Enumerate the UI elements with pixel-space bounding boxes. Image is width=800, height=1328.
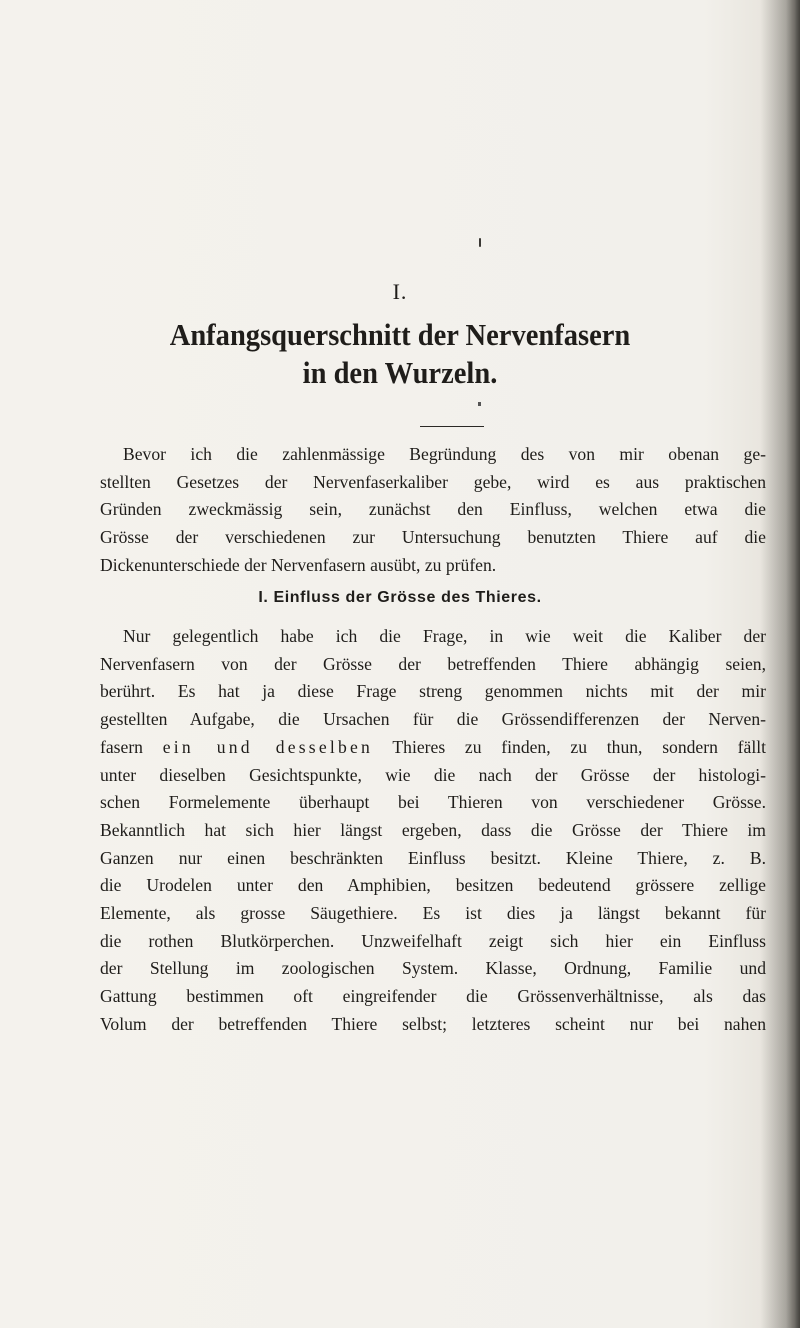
chapter-title-line-1: Anfangsquerschnitt der Nervenfasern xyxy=(169,317,631,352)
text-line: Gattung bestimmen oft eingreifender die Grössenverhältnisse, als das xyxy=(100,986,766,1007)
text-line: stellten Gesetzes der Nervenfaserkaliber gebe, wird es aus praktischen xyxy=(100,471,766,492)
text-line: schen Formelemente überhaupt bei Thieren von verschiedener Grösse. xyxy=(100,792,766,813)
text-fragment: Thieres zu finden, zu thun, sondern fällt xyxy=(392,736,766,757)
print-mark xyxy=(479,238,481,247)
text-line: unter dieselben Gesichtspunkte, wie die nach der Grösse der histologi- xyxy=(100,764,766,785)
text-line: Gründen zweckmässig sein, zunächst den Einfluss, welchen etwa die xyxy=(100,499,766,520)
text-line: die rothen Blutkörperchen. Unzweifelhaft zeigt sich hier ein Einfluss xyxy=(100,930,766,951)
page-edge-shadow xyxy=(786,0,800,1328)
text-line: die Urodelen unter den Amphibien, besitzen bedeutend grössere zellige xyxy=(100,875,766,896)
section-number: I. xyxy=(392,279,408,304)
text-line: Dickenunterschiede der Nervenfasern ausübt, zu prüfen. xyxy=(100,554,497,575)
text-line: Nervenfasern von der Grösse der betreffenden Thiere abhängig seien, xyxy=(100,653,766,674)
text-line: Bevor ich die zahlenmässige Begründung des von mir obenan ge- xyxy=(123,444,766,464)
intro-paragraph xyxy=(100,441,766,580)
text-line: gestellten Aufgabe, die Ursachen für die Grössendifferenzen der Nerven- xyxy=(100,709,766,730)
title-rule xyxy=(420,426,484,427)
text-line: Bekanntlich hat sich hier längst ergeben, dass die Grösse der Thiere im xyxy=(100,819,766,840)
text-line: Grösse der verschiedenen zur Untersuchung benutzten Thiere auf die xyxy=(100,527,766,548)
chapter-title-line-2: in den Wurzeln. xyxy=(302,355,498,390)
chapter-title xyxy=(32,316,768,392)
text-line: Nur gelegentlich habe ich die Frage, in wie weit die Kaliber der xyxy=(123,626,766,646)
text-line: Ganzen nur einen beschränkten Einfluss besitzt. Kleine Thiere, z. B. xyxy=(100,847,766,868)
text-line: der Stellung im zoologischen System. Klasse, Ordnung, Familie und xyxy=(100,958,766,979)
subsection-heading: I. Einfluss der Grösse des Thieres. xyxy=(258,589,542,606)
print-dot xyxy=(478,402,481,406)
text-line: berührt. Es hat ja diese Frage streng genommen nichts mit der mir xyxy=(100,681,766,702)
text-line: Volum der betreffenden Thiere selbst; letzteres scheint nur bei nahen xyxy=(100,1013,766,1034)
body-paragraph xyxy=(100,623,766,1039)
emphasized-text: ein und desselben xyxy=(162,736,373,757)
text-line xyxy=(100,734,766,762)
text-fragment: fasern xyxy=(100,736,143,757)
text-line: Elemente, als grosse Säugethiere. Es ist dies ja längst bekannt für xyxy=(100,903,766,924)
